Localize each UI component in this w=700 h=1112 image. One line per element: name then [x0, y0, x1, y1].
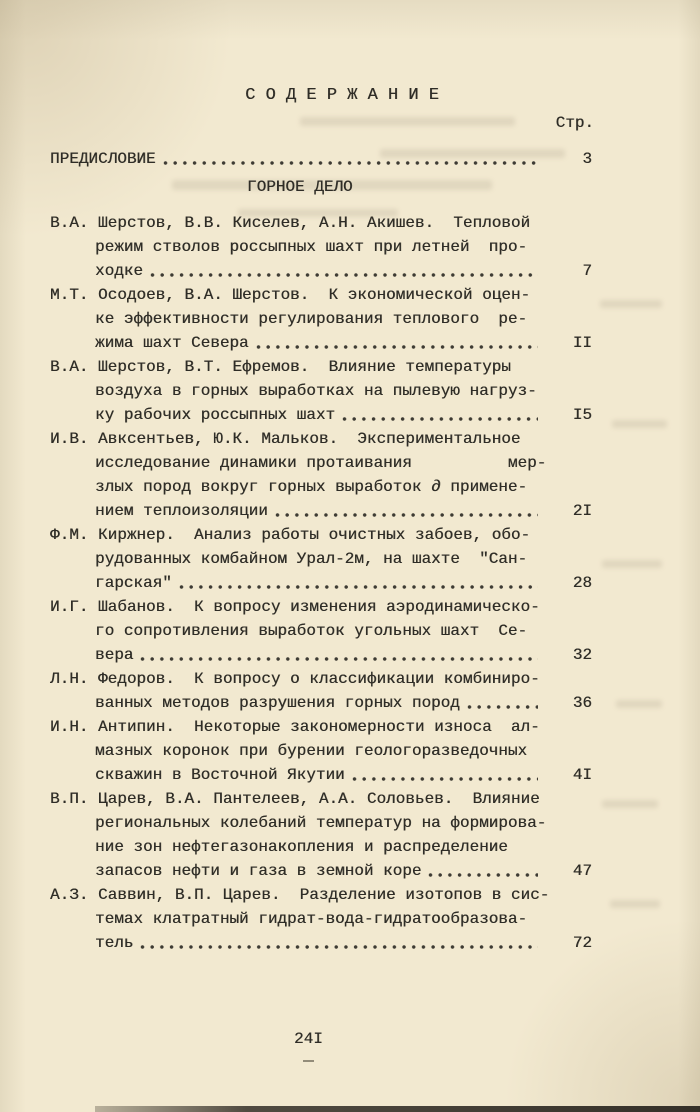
- entry-text: ванных методов разрушения горных пород: [95, 694, 460, 712]
- entry-page-number: 72: [572, 934, 592, 952]
- entry-text: Ф.М. Киржнер. Анализ работы очистных забоев, обо-: [50, 526, 531, 544]
- entry-text: запасов нефти и газа в земной коре: [95, 862, 422, 880]
- scan-edge: [95, 1106, 700, 1112]
- toc-entry: [50, 355, 592, 427]
- entry-text: жима шахт Севера: [95, 334, 249, 352]
- bleed-through-mark: [600, 300, 662, 308]
- toc-entries: [50, 211, 592, 955]
- entry-text: скважин в Восточной Якутии: [95, 766, 345, 784]
- entry-text: гарская": [95, 574, 172, 592]
- bleed-through-mark: [602, 560, 662, 568]
- entry-page-number: 47: [572, 862, 592, 880]
- entry-text: ние зон нефтегазонакопления и распределение: [95, 838, 508, 856]
- entry-text: злых пород вокруг горных выработок ∂ примене-: [95, 478, 528, 496]
- section-heading: ГОРНОЕ ДЕЛО: [247, 178, 353, 196]
- preface-page-number: 3: [582, 150, 592, 168]
- dot-leader: [465, 691, 538, 715]
- preface-row: [50, 147, 592, 171]
- entry-text: го сопротивления выработок угольных шахт Се-: [95, 622, 528, 640]
- entry-text: темах клатратный гидрат-вода-гидратообразова-: [95, 910, 528, 928]
- toc-entry: [50, 283, 592, 355]
- entry-text: мазных коронок при бурении геологоразведочных: [95, 742, 528, 760]
- page-title: С О Д Е Р Ж А Н И Е: [245, 86, 439, 105]
- entry-page-number: II: [572, 334, 592, 352]
- bleed-through-mark: [616, 700, 662, 708]
- entry-text: И.В. Авксентьев, Ю.К. Мальков. Экспериментальное: [50, 430, 521, 448]
- dot-leader: [148, 259, 538, 283]
- entry-page-number: 2I: [572, 502, 592, 520]
- toc-entry: [50, 427, 592, 523]
- entry-text: вера: [95, 646, 134, 664]
- dot-leader: [340, 403, 538, 427]
- entry-text: региональных колебаний температур на формирова-: [95, 814, 547, 832]
- dot-leader: [350, 763, 538, 787]
- entry-text: тель: [95, 934, 134, 952]
- entry-text: режим стволов россыпных шахт при летней про-: [95, 238, 528, 256]
- entry-text: исследование динамики протаивания мер-: [95, 454, 547, 472]
- dot-leader: [254, 331, 538, 355]
- entry-text: ку рабочих россыпных шахт: [95, 406, 336, 424]
- entry-page-number: 36: [572, 694, 592, 712]
- entry-page-number: I5: [572, 406, 592, 424]
- entry-text: В.П. Царев, В.А. Пантелеев, А.А. Соловьев. Влияние: [50, 790, 540, 808]
- entry-text: И.Г. Шабанов. К вопросу изменения аэродинамическо-: [50, 598, 540, 616]
- bleed-through-mark: [602, 800, 658, 808]
- entry-text: ходке: [95, 262, 144, 280]
- dot-leader: [426, 859, 538, 883]
- toc-entry: [50, 595, 592, 667]
- bleed-through-mark: [612, 420, 667, 428]
- toc-entry: [50, 211, 592, 283]
- folio-dash: [303, 1060, 314, 1062]
- entry-page-number: 28: [572, 574, 592, 592]
- entry-text: В.А. Шерстов, В.В. Киселев, А.Н. Акишев. Тепловой: [50, 214, 531, 232]
- page-number: 24I: [294, 1030, 323, 1048]
- entry-text: нием теплоизоляции: [95, 502, 268, 520]
- entry-text: воздуха в горных выработках на пылевую нагруз-: [95, 382, 537, 400]
- preface-label: ПРЕДИСЛОВИЕ: [50, 150, 156, 168]
- dot-leader: [177, 571, 538, 595]
- dot-leader: [161, 147, 538, 171]
- toc-entry: [50, 883, 592, 955]
- toc-entry: [50, 523, 592, 595]
- dot-leader: [138, 643, 538, 667]
- page-column-label: Стр.: [555, 114, 594, 132]
- toc-entry: [50, 715, 592, 787]
- bleed-through-mark: [610, 900, 660, 908]
- entry-page-number: 7: [582, 262, 592, 280]
- entry-text: М.Т. Осодоев, В.А. Шерстов. К экономической оцен-: [50, 286, 531, 304]
- entry-text: А.З. Саввин, В.П. Царев. Разделение изотопов в сис-: [50, 886, 550, 904]
- entry-text: рудованных комбайном Урал-2м, на шахте "Сан-: [95, 550, 528, 568]
- dot-leader: [138, 931, 538, 955]
- entry-text: ке эффективности регулирования теплового ре-: [95, 310, 528, 328]
- entry-text: Л.Н. Федоров. К вопросу о классификации комбиниро-: [50, 670, 540, 688]
- toc-entry: [50, 667, 592, 715]
- entry-text: И.Н. Антипин. Некоторые закономерности износа ал-: [50, 718, 540, 736]
- entry-page-number: 32: [572, 646, 592, 664]
- entry-text: В.А. Шерстов, В.Т. Ефремов. Влияние температуры: [50, 358, 511, 376]
- entry-page-number: 4I: [572, 766, 592, 784]
- bleed-through-mark: [300, 117, 515, 126]
- toc-entry: [50, 787, 592, 883]
- dot-leader: [273, 499, 538, 523]
